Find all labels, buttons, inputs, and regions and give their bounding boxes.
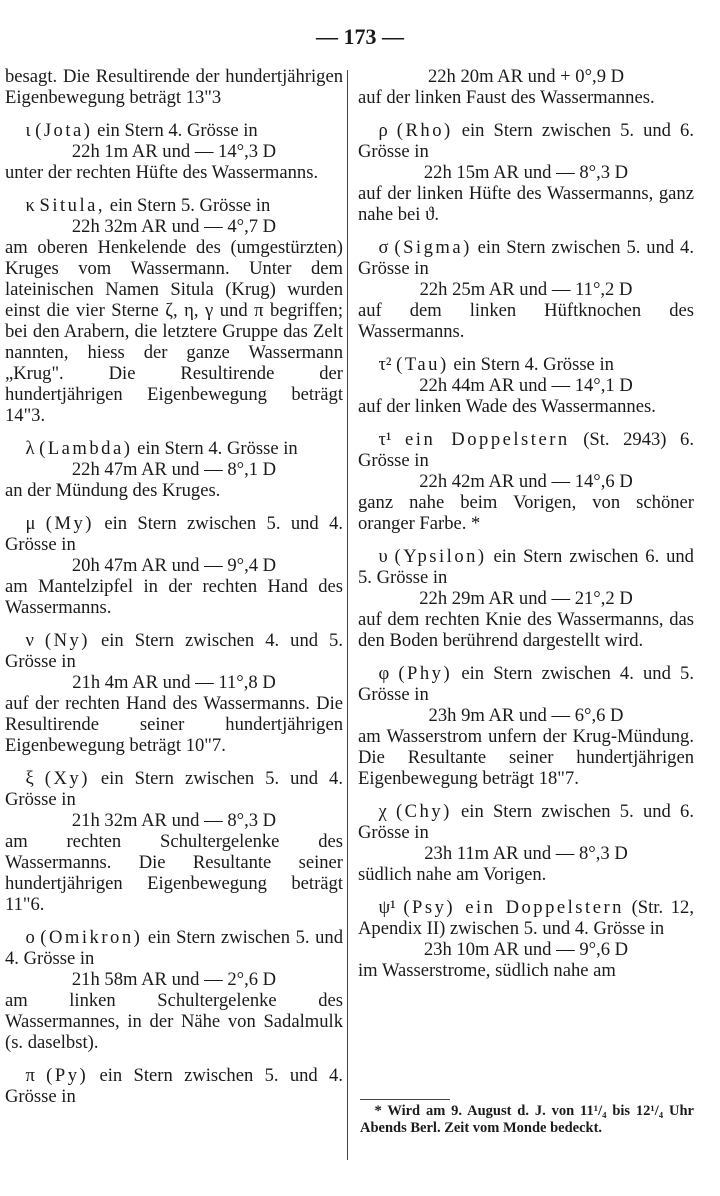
greek-letter: ν	[25, 630, 34, 651]
star-name: Situla,	[39, 195, 106, 216]
left-entries	[5, 120, 343, 1107]
star-magnitude: ein Stern zwischen 5. und 4. Grösse in	[5, 927, 344, 969]
coordinates: 22h 25m AR und — 11°,2 D	[419, 279, 633, 300]
star-heading	[5, 1065, 343, 1107]
star-magnitude: ein Stern zwischen 4. und 5. Grösse in	[358, 663, 694, 705]
description: an der Mündung des Kruges.	[5, 480, 221, 501]
star-name: (Chy)	[395, 801, 452, 822]
star-magnitude: ein Stern zwischen 4. und 5. Grösse in	[5, 630, 343, 672]
star-entry	[5, 195, 343, 426]
description: am linken Schultergelenke des Wassermannes, in der Nähe von Sadalmulk (s. daselbst).	[5, 990, 343, 1053]
footnote-rule	[360, 1099, 450, 1100]
description: auf dem rechten Knie des Wassermanns, das den Boden berührend dargestellt wird.	[358, 609, 694, 651]
description: südlich nahe am Vorigen.	[358, 864, 547, 885]
star-magnitude: ein Stern zwischen 5. und 4. Grösse in	[5, 1065, 343, 1107]
coordinates: 22h 1m AR und — 14°,3 D	[71, 141, 277, 162]
greek-letter: τ¹	[378, 429, 392, 450]
left-column	[5, 66, 343, 1119]
page-number: — 173 —	[316, 24, 404, 49]
star-name: (Tau)	[396, 354, 449, 375]
star-heading	[358, 546, 694, 588]
star-name: (Ny)	[44, 630, 90, 651]
description: auf der linken Wade des Wassermannes.	[358, 396, 656, 417]
star-entry	[358, 663, 694, 789]
greek-letter: χ	[378, 801, 387, 822]
coordinates: 22h 15m AR und — 8°,3 D	[423, 162, 629, 183]
greek-letter: υ	[378, 546, 388, 567]
star-magnitude: ein Stern zwischen 5. und 6. Grösse in	[358, 801, 695, 843]
coordinates: 23h 11m AR und — 8°,3 D	[424, 843, 628, 864]
footnote: * Wird am 9. August d. J. von 11¹/₄ bis 12¹/₄ Uhr Abends Berl. Zeit vom Monde bedeckt.	[360, 1103, 694, 1136]
star-magnitude: (Str. 12, Apendix II) zwischen 5. und 4. Grösse in	[358, 897, 694, 939]
coordinates: 21h 4m AR und — 11°,8 D	[72, 672, 276, 693]
star-heading	[358, 354, 694, 375]
coordinates: 22h 20m AR und + 0°,9 D	[427, 66, 625, 87]
star-entry	[358, 801, 694, 885]
star-magnitude: ein Stern zwischen 6. und 5. Grösse in	[358, 546, 694, 588]
coordinates: 20h 47m AR und — 9°,4 D	[71, 555, 277, 576]
star-name: (Py)	[46, 1065, 89, 1086]
star-entry	[358, 237, 694, 342]
description: auf der linken Hüfte des Wassermanns, ganz nahe bei ϑ.	[358, 183, 694, 225]
description: am Mantelzipfel in der rechten Hand des Wassermanns.	[5, 576, 343, 618]
description: im Wasserstrome, südlich nahe am	[358, 960, 616, 981]
star-name: (Sigma)	[394, 237, 472, 258]
greek-letter: ψ¹	[378, 897, 396, 918]
star-magnitude: ein Stern 4. Grösse in	[97, 120, 258, 141]
star-magnitude: (St. 2943) 6. Grösse in	[358, 429, 694, 471]
star-entry	[5, 513, 343, 618]
star-heading	[358, 120, 694, 162]
star-heading	[358, 663, 694, 705]
coordinates: 22h 47m AR und — 8°,1 D	[71, 459, 277, 480]
greek-letter: τ²	[378, 354, 392, 375]
star-entry	[358, 120, 694, 225]
star-magnitude: ein Stern zwischen 5. und 4. Grösse in	[5, 513, 344, 555]
right-intro	[358, 66, 694, 108]
star-heading	[358, 801, 694, 843]
description: auf der linken Faust des Wassermannes.	[358, 87, 655, 108]
coordinates: 22h 44m AR und — 14°,1 D	[419, 375, 633, 396]
star-heading	[5, 195, 343, 216]
star-heading	[358, 429, 694, 471]
star-name: (Psy) ein Doppelstern	[403, 897, 624, 918]
coordinates: 23h 9m AR und — 6°,6 D	[428, 705, 624, 726]
star-heading	[358, 237, 694, 279]
star-magnitude: ein Stern 4. Grösse in	[453, 354, 614, 375]
star-entry	[5, 1065, 343, 1107]
description: am oberen Henkelende des (umgestürzten) Kruges vom Wassermann. Unter dem lateinischen Namen Situla (Krug) wurden einst die vier Sterne ζ, η, γ und π begriffen; bei den Arabern, die letztere Gruppe das Zelt nannten, hiess der ganze Wassermann „Krug". Die Resultirende der hundertjährigen Eigenbewegung beträgt 14"3.	[5, 237, 343, 426]
star-magnitude: ein Stern 5. Grösse in	[109, 195, 271, 216]
greek-letter: ο	[25, 927, 35, 948]
star-magnitude: ein Stern zwischen 5. und 6. Grösse in	[358, 120, 694, 162]
greek-letter: ξ	[25, 768, 34, 789]
star-entry	[5, 630, 343, 756]
coordinates: 22h 42m AR und — 14°,6 D	[419, 471, 633, 492]
intro-text: besagt. Die Resultirende der hundertjährigen Eigenbewegung beträgt 13"3	[5, 66, 343, 108]
coordinates: 23h 10m AR und — 9°,6 D	[423, 939, 629, 960]
star-name: ein Doppelstern	[405, 429, 570, 450]
star-name: (Phy)	[398, 663, 453, 684]
greek-letter: ρ	[378, 120, 388, 141]
star-heading	[5, 768, 343, 810]
star-heading	[5, 438, 343, 459]
greek-letter: φ	[378, 663, 390, 684]
right-entries	[358, 120, 694, 981]
coordinates: 22h 29m AR und — 21°,2 D	[419, 588, 633, 609]
star-name: (My)	[45, 513, 94, 534]
description: auf dem linken Hüftknochen des Wassermanns.	[358, 300, 694, 342]
description: ganz nahe beim Vorigen, von schöner oranger Farbe. *	[358, 492, 694, 534]
star-name: (Lambda)	[39, 438, 133, 459]
star-heading	[5, 120, 343, 141]
star-entry	[5, 768, 343, 915]
star-magnitude: ein Stern zwischen 5. und 4. Grösse in	[5, 768, 343, 810]
coordinates: 21h 32m AR und — 8°,3 D	[71, 810, 277, 831]
description: auf der rechten Hand des Wassermanns. Die Resultirende seiner hundertjährigen Eigenbewegung beträgt 10"7.	[5, 693, 343, 756]
greek-letter: μ	[25, 513, 36, 534]
greek-letter: κ	[25, 195, 35, 216]
description: am Wasserstrom unfern der Krug-Mündung. Die Resultante seiner hundertjährigen Eigenbewegung beträgt 18"7.	[358, 726, 694, 789]
star-entry	[358, 897, 694, 981]
greek-letter: λ	[25, 438, 35, 459]
description: unter der rechten Hüfte des Wassermanns.	[5, 162, 319, 183]
star-name: (Omikron)	[40, 927, 143, 948]
right-column	[358, 66, 694, 993]
star-heading	[5, 927, 343, 969]
star-entry	[5, 120, 343, 183]
star-entry	[358, 546, 694, 651]
star-name: (Jota)	[35, 120, 93, 141]
star-entry	[358, 429, 694, 534]
star-entry	[358, 354, 694, 417]
intro-paragraph	[5, 66, 343, 108]
coordinates: 22h 32m AR und — 4°,7 D	[71, 216, 277, 237]
star-heading	[358, 897, 694, 939]
column-divider	[347, 70, 348, 1160]
star-magnitude: ein Stern zwischen 5. und 4. Grösse in	[358, 237, 695, 279]
coordinates: 21h 58m AR und — 2°,6 D	[71, 969, 277, 990]
greek-letter: σ	[378, 237, 389, 258]
star-name: (Rho)	[396, 120, 453, 141]
star-entry	[5, 927, 343, 1053]
star-heading	[5, 630, 343, 672]
star-name: (Ypsilon)	[394, 546, 487, 567]
star-heading	[5, 513, 343, 555]
description: am rechten Schultergelenke des Wassermanns. Die Resultante seiner hundertjährigen Eigenbewegung beträgt 11"6.	[5, 831, 343, 915]
greek-letter: ι	[25, 120, 31, 141]
greek-letter: π	[25, 1065, 35, 1086]
star-name: (Xy)	[44, 768, 90, 789]
star-entry	[5, 438, 343, 501]
star-magnitude: ein Stern 4. Grösse in	[137, 438, 298, 459]
